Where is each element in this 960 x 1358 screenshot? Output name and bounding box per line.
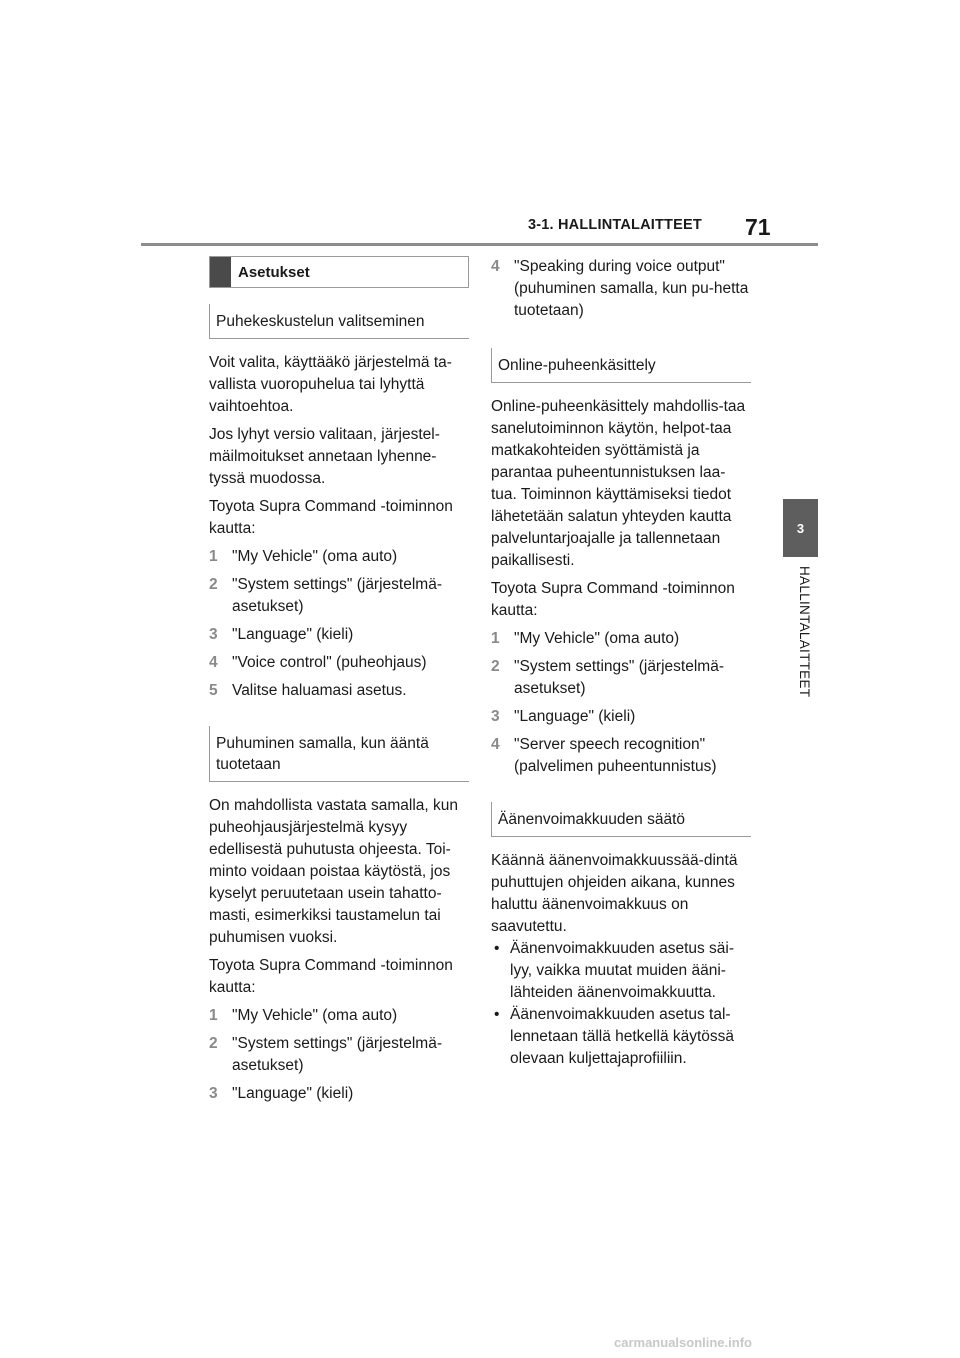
step-item: [209, 1005, 469, 1027]
step-item: [209, 574, 469, 618]
step-item: [209, 652, 469, 674]
chapter-label: HALLINTALAITTEET: [797, 566, 812, 698]
subheading-dialog: Puhekeskustelun valitseminen: [209, 304, 469, 339]
main-heading-box: [209, 256, 469, 288]
chapter-tab: [783, 499, 818, 557]
step-number: 1: [209, 548, 218, 565]
step-text: Valitse haluamasi asetus.: [232, 682, 407, 699]
step-number: 2: [491, 658, 500, 675]
step-item: [209, 1083, 469, 1105]
left-column: [209, 256, 469, 1111]
bullet-text: Äänenvoimakkuuden asetus tal-lennetaan tällä hetkellä käytössä olevaan kuljettajaprofiiliin.: [510, 1006, 735, 1067]
section-title: 3-1. HALLINTALAITTEET: [528, 217, 702, 233]
step-number: 1: [491, 630, 500, 647]
step-number: 4: [209, 654, 218, 671]
step-item: [209, 624, 469, 646]
step-item: [209, 680, 469, 702]
paragraph: Voit valita, käyttääkö järjestelmä ta-vallista vuoropuhelua tai lyhyttä vaihtoehtoa.: [209, 354, 452, 415]
step-number: 3: [491, 708, 500, 725]
subheading-volume: Äänenvoimakkuuden säätö: [491, 802, 751, 837]
chapter-number: 3: [796, 520, 805, 536]
paragraph: On mahdollista vastata samalla, kun puheohjausjärjestelmä kysyy edellisestä puhutusta ohjeesta. Toi-minto voidaan poistaa käytöstä, jos kyselyt peruutetaan usein tahatto-masti, esimerkiksi taustamelun tai puhumisen vuoksi.: [209, 797, 458, 946]
step-item: [491, 256, 751, 322]
paragraph: Jos lyhyt versio valitaan, järjestel-mäilmoitukset annetaan lyhenne-tyssä muodossa.: [209, 426, 440, 487]
bullet-item: [491, 938, 751, 1004]
header-rule: [141, 243, 818, 246]
step-item: [491, 628, 751, 650]
main-heading: Asetukset: [238, 264, 310, 281]
step-number: 2: [209, 1035, 218, 1052]
paragraph: Käännä äänenvoimakkuussää-dintä puhuttujen ohjeiden aikana, kunnes haluttu äänenvoimakkuus on saavutettu.: [491, 852, 738, 935]
step-text: "System settings" (järjestelmä-asetukset): [232, 1035, 442, 1074]
right-column: [491, 256, 751, 1070]
paragraph: Online-puheenkäsittely mahdollis-taa sanelutoiminnon käytön, helpot-taa matkakohteiden syöttämistä ja parantaa puheentunnistuksen laa-tua. Toiminnon käyttämiseksi tiedot lähetetään salatun yhteyden kautta palveluntarjoajalle ja tallennetaan paikallisesti.: [491, 398, 746, 569]
step-number: 2: [209, 576, 218, 593]
step-number: 1: [209, 1007, 218, 1024]
bullet-item: [491, 1004, 751, 1070]
step-text: "Voice control" (puheohjaus): [232, 654, 427, 671]
step-text: "Speaking during voice output" (puhuminen samalla, kun pu-hetta tuotetaan): [514, 258, 749, 319]
step-text: "My Vehicle" (oma auto): [232, 1007, 398, 1024]
bullet-dot: •: [494, 1006, 500, 1023]
step-item: [491, 656, 751, 700]
step-text: "Language" (kieli): [514, 708, 636, 725]
step-number: 4: [491, 736, 500, 753]
step-item: [209, 1033, 469, 1077]
subheading-online-speech: Online-puheenkäsittely: [491, 348, 751, 383]
bullet-text: Äänenvoimakkuuden asetus säi-lyy, vaikka muutat muiden ääni-lähteiden äänenvoimakkuutta.: [510, 940, 735, 1001]
watermark: carmanualsonline.info: [614, 1335, 752, 1350]
step-text: "System settings" (järjestelmä-asetukset): [232, 576, 442, 615]
step-number: 4: [491, 258, 500, 275]
paragraph: Toyota Supra Command -toiminnon kautta:: [491, 580, 735, 619]
step-text: "System settings" (järjestelmä-asetukset): [514, 658, 724, 697]
step-text: "Server speech recognition" (palvelimen puheentunnistus): [514, 736, 717, 775]
step-item: [491, 734, 751, 778]
step-item: [209, 546, 469, 568]
bullet-dot: •: [494, 940, 500, 957]
step-text: "My Vehicle" (oma auto): [232, 548, 398, 565]
step-text: "Language" (kieli): [232, 1085, 354, 1102]
paragraph: Toyota Supra Command -toiminnon kautta:: [209, 957, 453, 996]
step-number: 3: [209, 1085, 218, 1102]
step-number: 5: [209, 682, 218, 699]
page-number: 71: [745, 214, 771, 240]
step-number: 3: [209, 626, 218, 643]
step-text: "My Vehicle" (oma auto): [514, 630, 680, 647]
step-text: "Language" (kieli): [232, 626, 354, 643]
subheading-barge-in: Puhuminen samalla, kun ääntä tuotetaan: [209, 726, 469, 782]
paragraph: Toyota Supra Command -toiminnon kautta:: [209, 498, 453, 537]
step-item: [491, 706, 751, 728]
heading-marker: [210, 257, 231, 287]
